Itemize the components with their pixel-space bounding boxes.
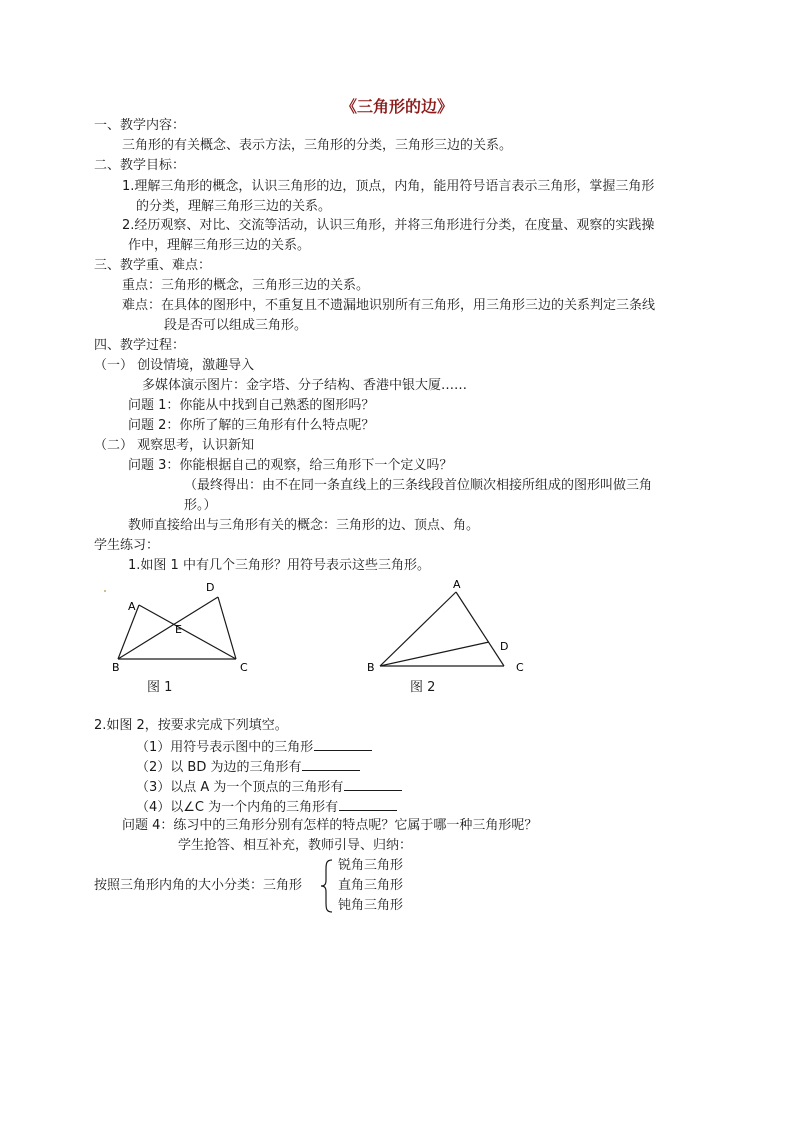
type-right: 直角三角形 (338, 878, 404, 893)
answer-blank-4[interactable] (339, 797, 397, 811)
item-1-text: （1）用符号表示图中的三角形 (136, 740, 314, 755)
classify-label: 按照三角形内角的大小分类：三角形 (94, 878, 303, 893)
answer-blank-2[interactable] (302, 757, 360, 771)
fig1-label-e: E (175, 623, 182, 636)
fig2-label-b: B (367, 661, 375, 674)
exercise-2-item-1 (136, 737, 372, 757)
goal-1-line-1: 1.理解三角形的概念，认识三角形的边，顶点，内角，能用符号语言表示三角形，掌握三角形 (122, 179, 655, 194)
brace-icon (320, 858, 334, 914)
exercise-2-item-2 (136, 757, 360, 777)
exercise-2-item-4 (136, 797, 397, 817)
figure-1 (100, 575, 270, 700)
item-4-text: （4）以∠C 为一个内角的三角形有 (136, 800, 339, 815)
teacher-concepts: 教师直接给出与三角形有关的概念：三角形的边、顶点、角。 (128, 518, 480, 533)
fig1-label-c: C (240, 661, 248, 674)
question-3: 问题 3：你能根据自己的观察，给三角形下一个定义吗？ (128, 458, 453, 473)
exercise-1: 1.如图 1 中有几个三角形？用符号表示这些三角形。 (128, 558, 430, 573)
answer-blank-1[interactable] (314, 737, 372, 751)
fig1-label-b: B (112, 661, 120, 674)
fig1-label-d: D (206, 581, 215, 594)
figure-1-caption: 图 1 (147, 680, 173, 695)
question-1: 问题 1：你能从中找到自己熟悉的图形吗？ (128, 398, 375, 413)
fig2-label-d: D (500, 640, 509, 653)
goal-2-line-2: 作中，理解三角形三边的关系。 (128, 238, 311, 253)
difficulty-line-2: 段是否可以组成三角形。 (164, 318, 308, 333)
difficulty-line-1: 难点：在具体的图形中，不重复且不遗漏地识别所有三角形，用三角形三边的关系判定三条线 (122, 298, 656, 313)
exercise-2: 2.如图 2，按要求完成下列填空。 (94, 718, 288, 733)
page-title: 《三角形的边》 (340, 97, 453, 116)
section-2-heading: 二、教学目标： (94, 158, 186, 173)
figure-2-caption: 图 2 (410, 680, 436, 695)
practice-heading: 学生练习： (94, 538, 160, 553)
section-3-heading: 三、教学重、难点： (94, 258, 212, 273)
fig1-label-a: A (128, 600, 136, 613)
fig2-label-a: A (453, 578, 461, 591)
definition-line-2: 形。） (184, 498, 217, 513)
decorative-dot (104, 590, 106, 592)
part-1-heading: （一） 创设情境，激趣导入 (94, 358, 255, 373)
summary-line: 学生抢答、相互补充，教师引导、归纳： (178, 838, 413, 853)
question-2: 问题 2：你所了解的三角形有什么特点呢？ (128, 418, 375, 433)
figure-2 (360, 575, 530, 700)
section-4-heading: 四、教学过程： (94, 338, 186, 353)
section-1-heading: 一、教学内容： (94, 118, 186, 133)
answer-blank-3[interactable] (344, 777, 402, 791)
fig2-label-c: C (516, 661, 524, 674)
goal-2-line-1: 2.经历观察、对比、交流等活动，认识三角形，并将三角形进行分类，在度量、观察的实践操 (122, 218, 655, 233)
section-1-body: 三角形的有关概念、表示方法，三角形的分类，三角形三边的关系。 (122, 138, 513, 153)
item-2-text: （2）以 BD 为边的三角形有 (136, 760, 302, 775)
question-4: 问题 4：练习中的三角形分别有怎样的特点呢？它属于哪一种三角形呢？ (122, 818, 538, 833)
media-line: 多媒体演示图片：金字塔、分子结构、香港中银大厦…… (142, 378, 468, 393)
type-acute: 锐角三角形 (338, 858, 404, 873)
goal-1-line-2: 的分类，理解三角形三边的关系。 (136, 199, 332, 214)
type-obtuse: 钝角三角形 (338, 898, 404, 913)
key-point: 重点：三角形的概念，三角形三边的关系。 (122, 278, 370, 293)
figure-2-lines (380, 592, 504, 666)
exercise-2-item-3 (136, 777, 402, 797)
item-3-text: （3）以点 A 为一个顶点的三角形有 (136, 780, 344, 795)
part-2-heading: （二） 观察思考，认识新知 (94, 438, 255, 453)
definition-line-1: （最终得出：由不在同一条直线上的三条线段首位顺次相接所组成的图形叫做三角 (184, 478, 653, 493)
